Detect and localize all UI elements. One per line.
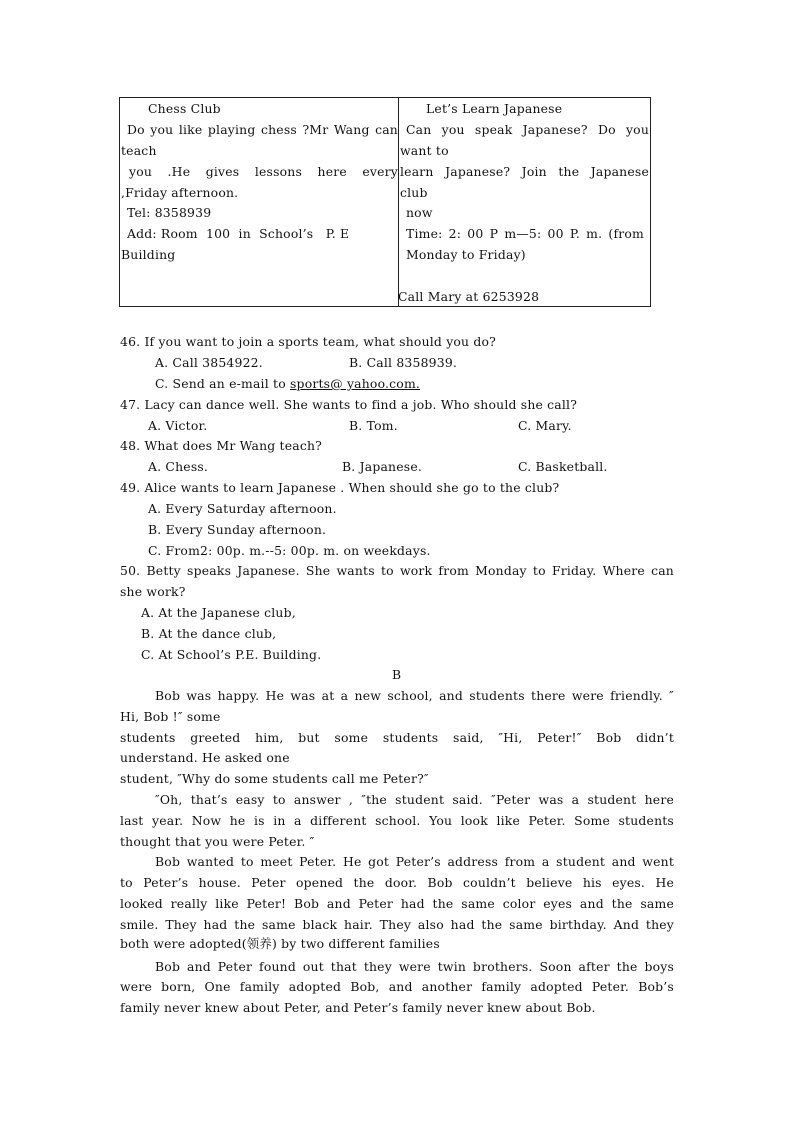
passage-line: smile. They had the same black hair. They also had the same birthday. And they <box>120 917 674 932</box>
chess-ad-line: you .He gives lessons here every <box>129 164 398 179</box>
japanese-ad-time: Time: 2: 00 P m—5: 00 P. m. (from <box>406 226 644 241</box>
question-50-stem-continued: she work? <box>120 584 186 599</box>
passage-line: Hi, Bob !″ some <box>120 709 221 724</box>
email-link[interactable]: sports@ yahoo.com. <box>290 376 421 391</box>
japanese-ad-line: Monday to Friday) <box>406 247 526 262</box>
passage-line: students greeted him, but some students said, ″Hi, Peter!″ Bob didn’t <box>120 730 674 745</box>
japanese-ad-line: want to <box>400 143 449 158</box>
chess-ad-address: Add: Room 100 in School’s P. E <box>127 226 350 241</box>
passage-b-heading: B <box>392 667 402 682</box>
question-48-option-c: C. Basketball. <box>518 459 608 474</box>
japanese-club-ad <box>399 98 650 306</box>
option-c-text: C. Send an e-mail to <box>155 376 290 391</box>
question-50-stem: 50. Betty speaks Japanese. She wants to work from Monday to Friday. Where can <box>120 563 674 578</box>
question-47-option-a: A. Victor. <box>148 418 208 433</box>
question-49-option-a: A. Every Saturday afternoon. <box>148 501 337 516</box>
question-47-option-b: B. Tom. <box>349 418 398 433</box>
question-47-option-c: C. Mary. <box>518 418 572 433</box>
japanese-ad-line: learn Japanese? Join the Japanese <box>400 164 649 179</box>
ads-table <box>119 97 651 307</box>
passage-line: understand. He asked one <box>120 750 290 765</box>
question-50-option-b: B. At the dance club, <box>141 626 277 641</box>
question-49-option-c: C. From2: 00p. m.--5: 00p. m. on weekdays. <box>148 543 431 558</box>
question-49-option-b: B. Every Sunday afternoon. <box>148 522 327 537</box>
passage-line: were born, One family adopted Bob, and another family adopted Peter. Bob’s <box>120 979 674 994</box>
passage-line: both were adopted(领养) by two different families <box>120 936 440 951</box>
japanese-ad-phone: Call Mary at 6253928 <box>398 289 540 304</box>
question-48-option-b: B. Japanese. <box>342 459 422 474</box>
chess-ad-line: Building <box>121 247 176 262</box>
question-46-option-a: A. Call 3854922. <box>155 355 263 370</box>
passage-line: thought that you were Peter. ″ <box>120 834 315 849</box>
question-46-option-b: B. Call 8358939. <box>349 355 458 370</box>
passage-line: family never knew about Peter, and Peter’s family never knew about Bob. <box>120 1000 596 1015</box>
chess-ad-line: ,Friday afternoon. <box>121 185 239 200</box>
chess-ad-line: Do you like playing chess ?Mr Wang can <box>127 122 398 137</box>
question-46-option-c <box>155 376 420 392</box>
question-49-stem: 49. Alice wants to learn Japanese . When should she go to the club? <box>120 480 560 495</box>
passage-line: ″Oh, that’s easy to answer , ″the student said. ″Peter was a student here <box>155 792 674 807</box>
chess-club-ad <box>120 98 399 306</box>
question-47-stem: 47. Lacy can dance well. She wants to find a job. Who should she call? <box>120 397 578 412</box>
japanese-club-title: Let’s Learn Japanese <box>426 101 563 116</box>
question-46-stem: 46. If you want to join a sports team, what should you do? <box>120 334 497 349</box>
question-48-stem: 48. What does Mr Wang teach? <box>120 438 322 453</box>
question-48-option-a: A. Chess. <box>148 459 209 474</box>
chess-ad-phone: Tel: 8358939 <box>127 205 212 220</box>
chess-club-title: Chess Club <box>148 101 221 116</box>
passage-line: student, ″Why do some students call me Peter?″ <box>120 771 429 786</box>
passage-line: looked really like Peter! Bob and Peter had the same color eyes and the same <box>120 896 674 911</box>
japanese-ad-line: now <box>406 205 433 220</box>
question-50-option-c: C. At School’s P.E. Building. <box>141 647 322 662</box>
passage-line: Bob was happy. He was at a new school, and students there were friendly. ″ <box>155 688 674 703</box>
passage-line: Bob wanted to meet Peter. He got Peter’s address from a student and went <box>155 854 674 869</box>
japanese-ad-line: club <box>400 185 428 200</box>
passage-line: Bob and Peter found out that they were twin brothers. Soon after the boys <box>155 959 674 974</box>
passage-line: last year. Now he is in a different school. You look like Peter. Some students <box>120 813 674 828</box>
chess-ad-line: teach <box>121 143 157 158</box>
japanese-ad-line: Can you speak Japanese? Do you <box>406 122 649 137</box>
passage-line: to Peter’s house. Peter opened the door. Bob couldn’t believe his eyes. He <box>120 875 674 890</box>
question-50-option-a: A. At the Japanese club, <box>141 605 296 620</box>
